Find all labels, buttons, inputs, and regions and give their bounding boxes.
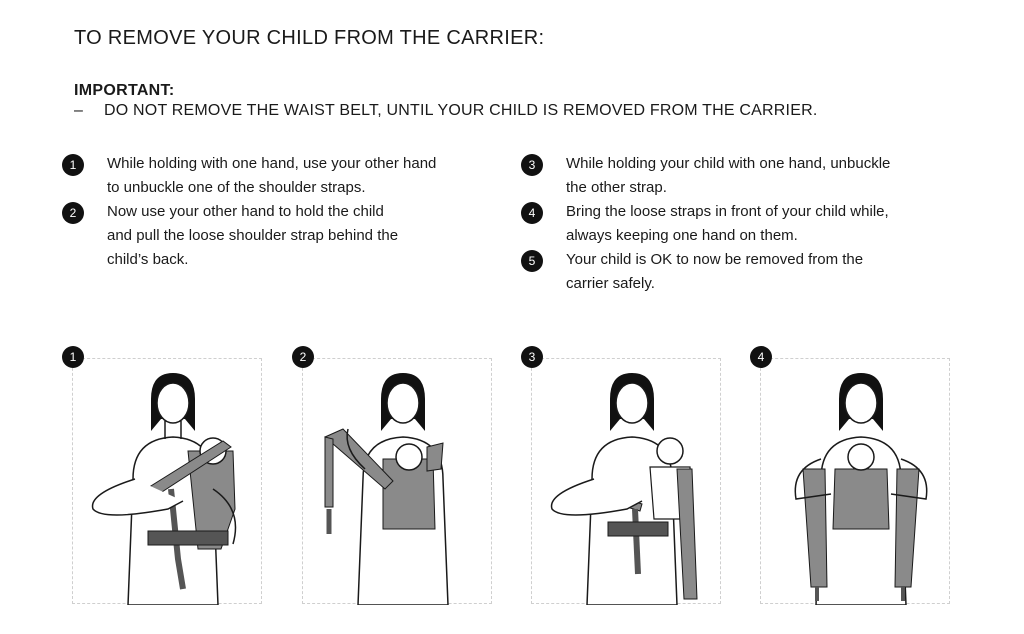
step-4: [521, 200, 889, 248]
illustration-number-badge: 4: [750, 346, 772, 368]
unbuckle-strap-illustration: [73, 359, 263, 605]
step-text: Now use your other hand to hold the child and pull the loose shoulder strap behind the child’s back.: [107, 203, 399, 268]
illustration-panel-2: [302, 358, 492, 604]
step-text: While holding your child with one hand, unbuckle the other strap.: [566, 155, 891, 196]
important-label: IMPORTANT:: [74, 82, 175, 99]
unbuckle-other-strap-illustration: [532, 359, 722, 605]
step-text: Your child is OK to now be removed from the carrier safely.: [566, 251, 864, 292]
step-text: While holding with one hand, use your other hand to unbuckle one of the shoulder straps.: [107, 155, 437, 196]
illustration-number-badge: 2: [292, 346, 314, 368]
illustration-panel-4: [760, 358, 950, 604]
important-warning: [74, 102, 817, 120]
illustration-panel-3: [531, 358, 721, 604]
step-1: [62, 152, 436, 200]
step-text: Bring the loose straps in front of your child while, always keeping one hand on them.: [566, 203, 889, 244]
step-number-badge: 4: [521, 202, 543, 224]
step-number-badge: 5: [521, 250, 543, 272]
page-title: TO REMOVE YOUR CHILD FROM THE CARRIER:: [74, 27, 545, 49]
step-number-badge: 2: [62, 202, 84, 224]
warning-dash: –: [74, 102, 84, 119]
pull-strap-illustration: [303, 359, 493, 605]
illustration-number-badge: 3: [521, 346, 543, 368]
illustration-number-badge: 1: [62, 346, 84, 368]
step-3: [521, 152, 890, 200]
step-5: [521, 248, 863, 296]
straps-in-front-illustration: [761, 359, 951, 605]
step-2: [62, 200, 398, 272]
illustration-panel-1: [72, 358, 262, 604]
step-number-badge: 3: [521, 154, 543, 176]
step-number-badge: 1: [62, 154, 84, 176]
warning-text: DO NOT REMOVE THE WAIST BELT, UNTIL YOUR CHILD IS REMOVED FROM THE CARRIER.: [104, 102, 818, 119]
